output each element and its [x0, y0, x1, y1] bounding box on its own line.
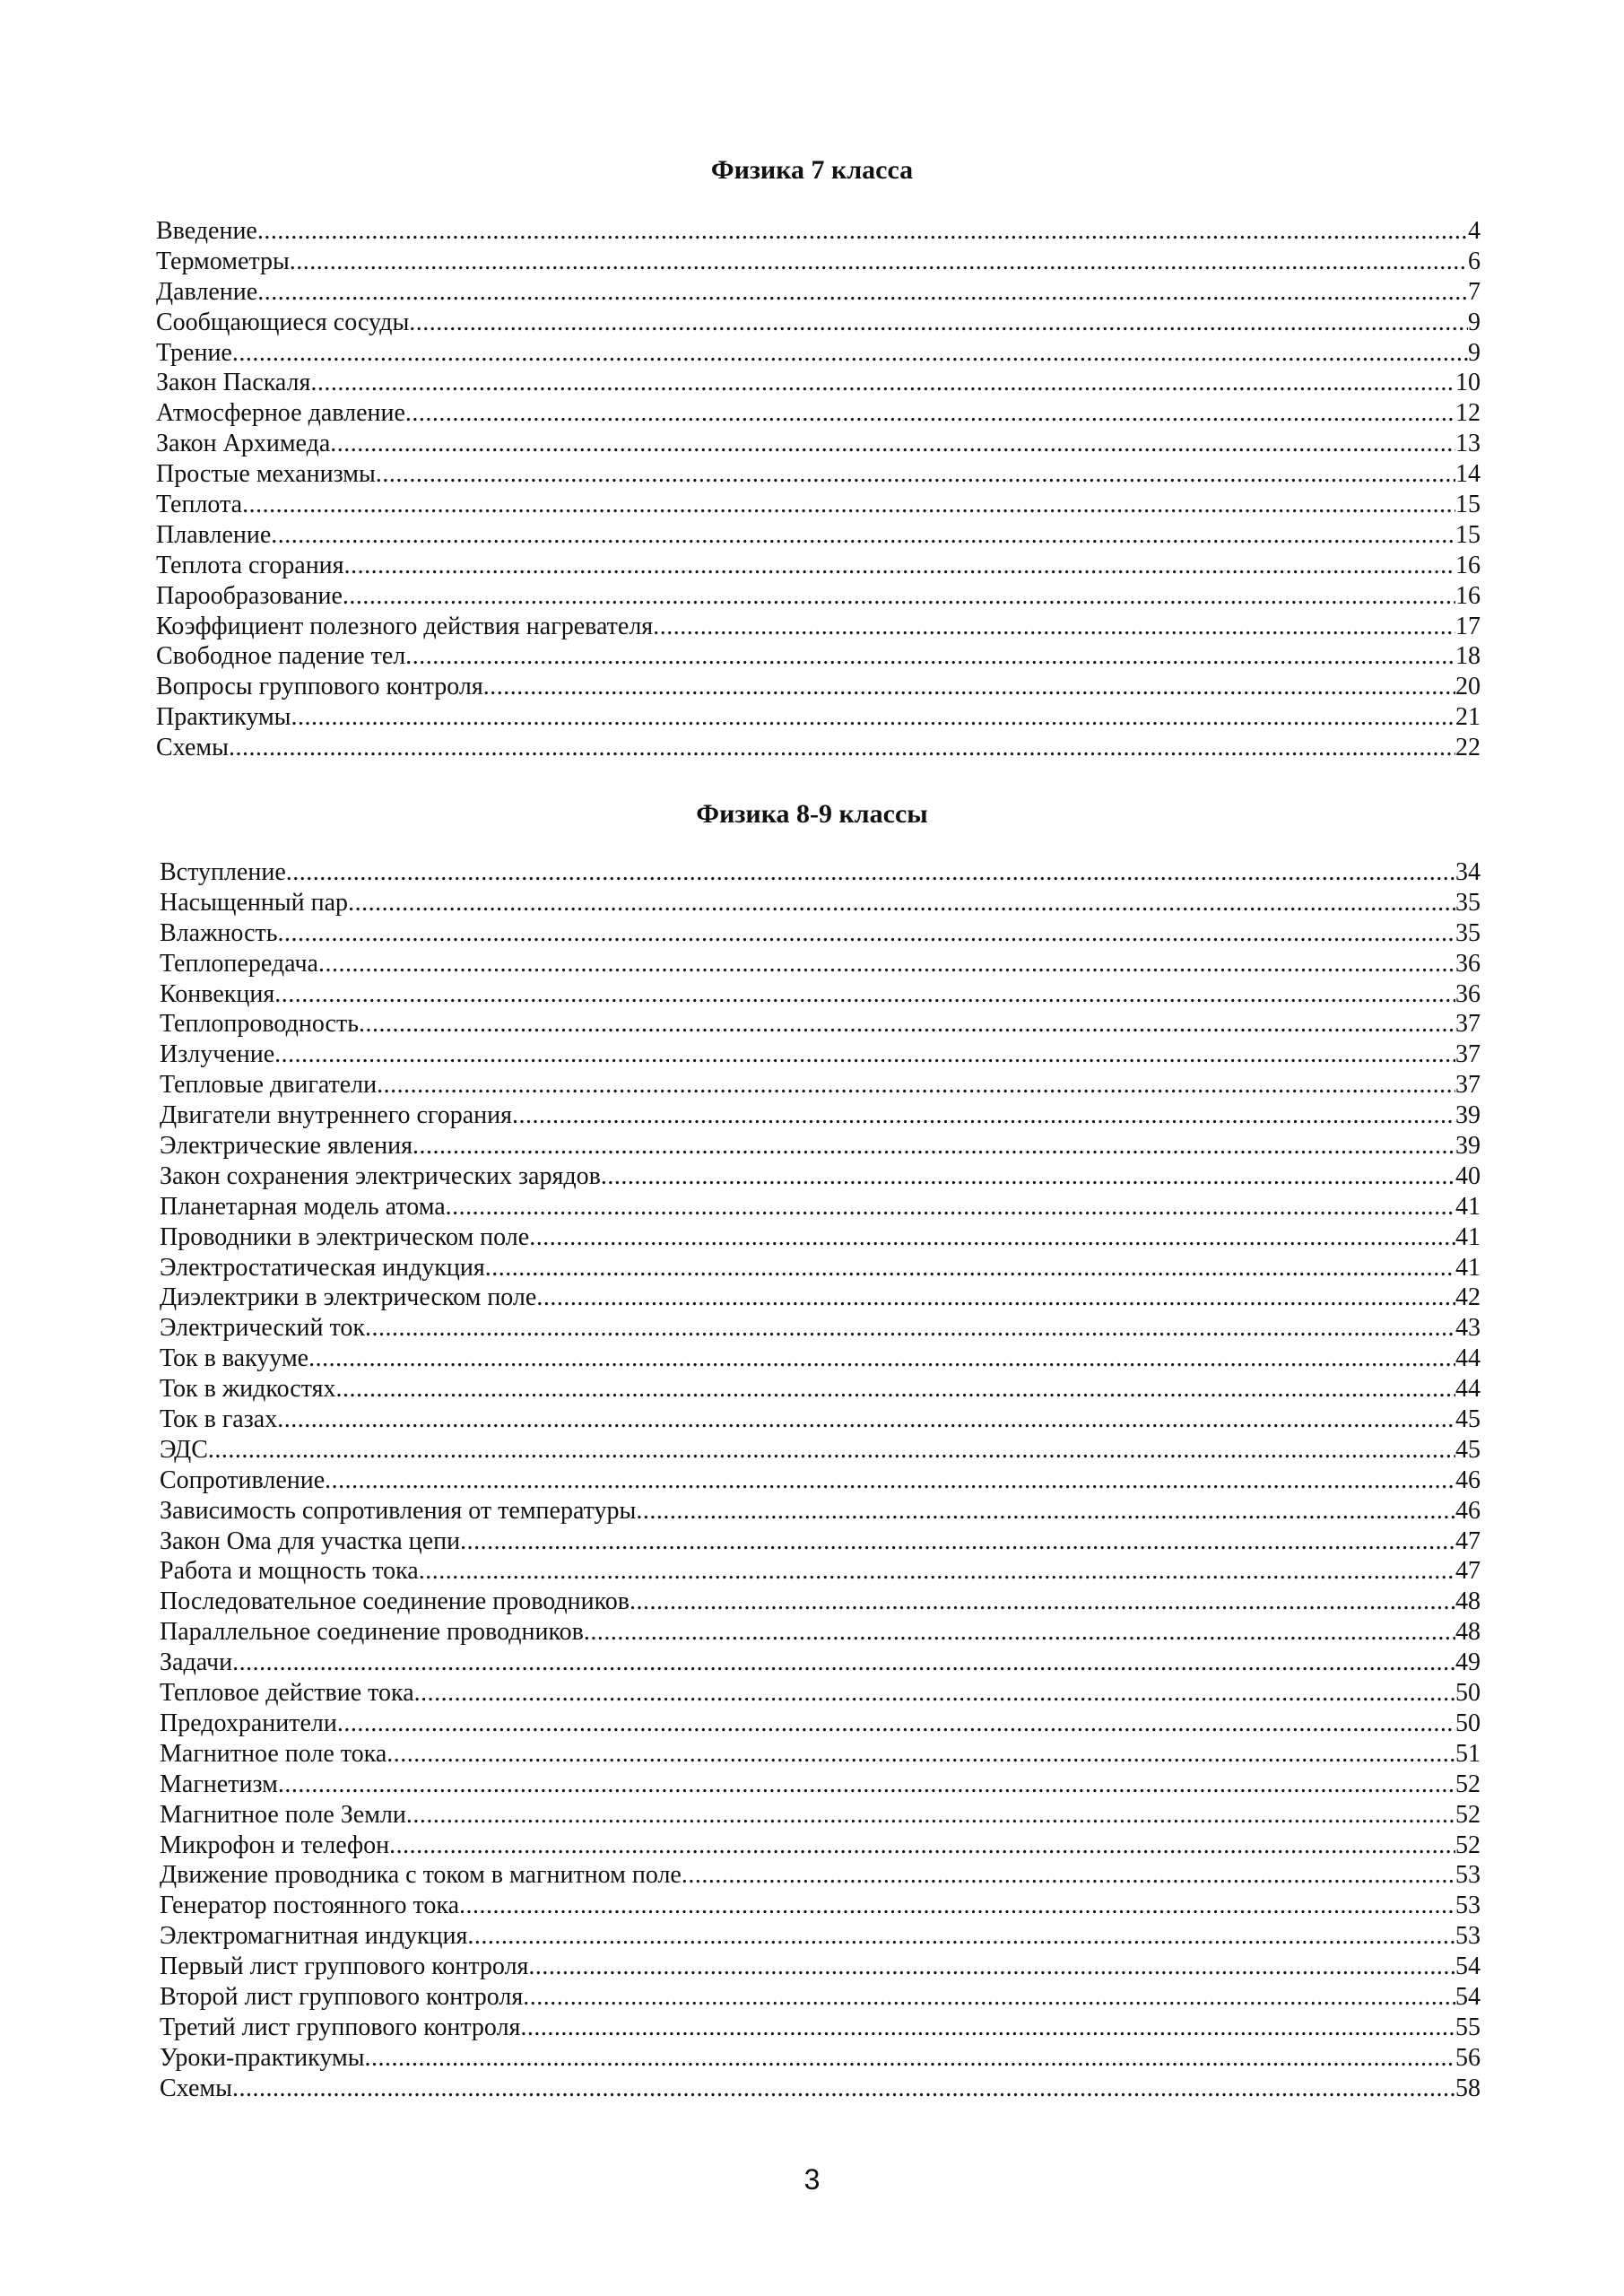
- toc-entry-title: Двигатели внутреннего сгорания: [160, 1101, 512, 1130]
- toc-entry: [160, 1009, 1481, 1039]
- toc-entry-title: Ток в жидкостях: [160, 1375, 336, 1404]
- toc-entry: [160, 1465, 1481, 1496]
- toc-entry: [160, 1496, 1481, 1526]
- toc-entry-title: Теплопроводность: [160, 1010, 359, 1039]
- toc-entry-title: Давление: [156, 277, 258, 306]
- toc-dot-leader: [413, 1131, 1455, 1161]
- toc-dot-leader: [682, 1860, 1455, 1891]
- toc-entry-title: Третий лист группового контроля: [160, 2013, 521, 2041]
- toc-entry-page: 14: [1455, 460, 1481, 489]
- toc-entry-page: 15: [1455, 491, 1481, 519]
- toc-entry-page: 15: [1455, 520, 1481, 549]
- toc-entry: [160, 1831, 1481, 1861]
- toc-dot-leader: [291, 702, 1455, 733]
- section-heading-grade-7: Физика 7 класса: [710, 155, 914, 185]
- toc-dot-leader: [376, 459, 1455, 490]
- toc-entry-page: 56: [1455, 2043, 1481, 2072]
- toc-entry: [156, 308, 1481, 338]
- toc-entry-page: 39: [1455, 1101, 1481, 1130]
- toc-dot-leader: [405, 641, 1455, 672]
- toc-entry-title: Электрические явления: [160, 1132, 413, 1161]
- toc-entry: [160, 1770, 1481, 1800]
- toc-dot-leader: [406, 1800, 1455, 1831]
- toc-entry: [156, 490, 1481, 520]
- toc-entry-title: Теплопередача: [160, 949, 318, 978]
- toc-dot-leader: [337, 1709, 1455, 1739]
- toc-entry-page: 49: [1455, 1648, 1481, 1677]
- toc-entry-page: 16: [1455, 551, 1481, 579]
- toc-entry: [160, 1374, 1481, 1405]
- toc-entry: [160, 1617, 1481, 1648]
- toc-dot-leader: [405, 398, 1455, 429]
- toc-entry-page: 55: [1455, 2013, 1481, 2041]
- toc-entry-title: Парообразование: [156, 581, 343, 610]
- toc-entry-title: Излучение: [160, 1040, 275, 1069]
- toc-entry-title: Простые механизмы: [156, 460, 376, 489]
- toc-dot-leader: [277, 1405, 1455, 1435]
- toc-entry-page: 52: [1455, 1770, 1481, 1798]
- toc-entry-title: Параллельное соединение проводников: [160, 1618, 584, 1647]
- toc-entry: [160, 1709, 1481, 1739]
- toc-dot-leader: [232, 1648, 1455, 1678]
- toc-entry-title: Магнитное поле тока: [160, 1739, 387, 1768]
- toc-entry-title: Коэффициент полезного действия нагревателя: [156, 612, 654, 640]
- toc-dot-leader: [536, 1283, 1455, 1313]
- toc-entry-title: Свободное падение тел: [156, 642, 406, 671]
- toc-dot-leader: [512, 1100, 1455, 1131]
- toc-entry-title: Теплота: [156, 491, 243, 519]
- toc-entry: [156, 520, 1481, 551]
- toc-entry: [160, 1739, 1481, 1770]
- toc-entry-page: 9: [1468, 308, 1481, 336]
- toc-entry-title: Магнитное поле Земли: [160, 1800, 406, 1829]
- toc-dot-leader: [520, 2013, 1455, 2043]
- toc-dot-leader: [343, 581, 1455, 612]
- toc-entry-page: 58: [1455, 2074, 1481, 2102]
- toc-entry: [156, 277, 1481, 308]
- toc-entry: [160, 888, 1481, 918]
- toc-dot-leader: [446, 1192, 1455, 1222]
- toc-dot-leader: [467, 1921, 1455, 1952]
- toc-entry: [160, 1921, 1481, 1952]
- toc-entry-page: 18: [1455, 642, 1481, 671]
- toc-entry-title: Диэлектрики в электрическом поле: [160, 1283, 537, 1312]
- toc-entry: [156, 641, 1481, 672]
- toc-entry: [156, 216, 1481, 247]
- toc-entry-title: Термометры: [156, 247, 290, 275]
- toc-dot-leader: [365, 2043, 1455, 2074]
- toc-entry-page: 12: [1455, 399, 1481, 428]
- toc-entry: [160, 949, 1481, 979]
- toc-entry-page: 10: [1455, 369, 1481, 397]
- toc-dot-leader: [653, 612, 1455, 642]
- toc-dot-leader: [232, 338, 1468, 369]
- toc-entry-page: 52: [1455, 1800, 1481, 1829]
- toc-entry-page: 37: [1455, 1010, 1481, 1039]
- toc-entry-title: Закон Архимеда: [156, 430, 331, 458]
- toc-entry: [156, 733, 1481, 763]
- toc-entry-page: 43: [1455, 1314, 1481, 1343]
- toc-entry-title: Уроки-практикумы: [160, 2043, 365, 2072]
- toc-dot-leader: [386, 1739, 1455, 1770]
- toc-entry: [156, 368, 1481, 398]
- toc-entry-title: Движение проводника с током в магнитном поле: [160, 1861, 682, 1890]
- toc-entry-page: 42: [1455, 1283, 1481, 1312]
- toc-entry: [160, 2043, 1481, 2074]
- toc-entry: [160, 857, 1481, 888]
- toc-entry: [160, 918, 1481, 949]
- toc-dot-leader: [325, 1465, 1455, 1496]
- toc-dot-leader: [389, 1831, 1455, 1861]
- toc-entry-page: 44: [1455, 1375, 1481, 1404]
- toc-entry-title: Закон Паскаля: [156, 369, 311, 397]
- toc-dot-leader: [630, 1587, 1455, 1617]
- toc-entry-title: Атмосферное давление: [156, 399, 405, 428]
- toc-entry-title: Сопротивление: [160, 1465, 326, 1494]
- toc-entry-title: Магнетизм: [160, 1770, 278, 1798]
- toc-entry-title: Практикумы: [156, 703, 291, 732]
- toc-entry: [160, 1344, 1481, 1374]
- toc-dot-leader: [348, 888, 1455, 918]
- toc-entry-page: 41: [1455, 1192, 1481, 1221]
- table-of-contents-grade-7: [156, 216, 1481, 763]
- toc-entry: [156, 581, 1481, 612]
- toc-entry: [156, 702, 1481, 733]
- toc-entry-title: Вступление: [160, 858, 286, 886]
- toc-dot-leader: [308, 1344, 1455, 1374]
- toc-entry: [160, 1648, 1481, 1678]
- toc-entry: [156, 459, 1481, 490]
- toc-entry-title: Электростатическая индукция: [160, 1253, 485, 1282]
- toc-entry-title: Планетарная модель атома: [160, 1192, 446, 1221]
- toc-entry-title: Вопросы группового контроля: [156, 673, 483, 701]
- toc-entry-page: 45: [1455, 1405, 1481, 1434]
- toc-dot-leader: [278, 918, 1455, 949]
- toc-dot-leader: [459, 1891, 1455, 1921]
- toc-entry-page: 35: [1455, 918, 1481, 947]
- toc-entry: [160, 1526, 1481, 1557]
- toc-entry-title: Схемы: [156, 734, 229, 762]
- toc-dot-leader: [528, 1952, 1455, 1982]
- toc-entry: [160, 2074, 1481, 2104]
- toc-dot-leader: [310, 368, 1455, 398]
- toc-entry: [160, 1283, 1481, 1313]
- toc-entry-title: Генератор постоянного тока: [160, 1892, 460, 1920]
- toc-entry: [160, 1253, 1481, 1283]
- toc-entry-page: 16: [1455, 581, 1481, 610]
- toc-entry-title: Второй лист группового контроля: [160, 1982, 524, 2011]
- toc-entry: [160, 1435, 1481, 1465]
- toc-entry: [156, 672, 1481, 702]
- toc-dot-leader: [271, 520, 1455, 551]
- toc-dot-leader: [523, 1982, 1455, 2013]
- section-heading-grade-8-9: Физика 8-9 классы: [696, 799, 928, 829]
- toc-entry-title: Задачи: [160, 1648, 233, 1677]
- toc-entry-page: 53: [1455, 1892, 1481, 1920]
- toc-entry: [156, 398, 1481, 429]
- toc-dot-leader: [485, 1253, 1455, 1283]
- toc-dot-leader: [274, 979, 1455, 1010]
- toc-dot-leader: [242, 490, 1455, 520]
- toc-entry-title: Электромагнитная индукция: [160, 1922, 468, 1951]
- toc-entry-page: 51: [1455, 1739, 1481, 1768]
- toc-entry: [160, 1070, 1481, 1100]
- toc-dot-leader: [318, 949, 1455, 979]
- toc-dot-leader: [636, 1496, 1455, 1526]
- toc-entry-title: Микрофон и телефон: [160, 1831, 390, 1859]
- toc-entry-page: 45: [1455, 1435, 1481, 1464]
- toc-entry-page: 44: [1455, 1344, 1481, 1373]
- toc-entry-title: Тепловое действие тока: [160, 1679, 414, 1708]
- toc-entry: [160, 1161, 1481, 1192]
- toc-entry-title: Электрический ток: [160, 1314, 365, 1343]
- toc-dot-leader: [257, 277, 1468, 308]
- toc-entry-page: 39: [1455, 1132, 1481, 1161]
- toc-dot-leader: [286, 857, 1455, 888]
- toc-dot-leader: [409, 308, 1468, 338]
- page-number: 3: [803, 2163, 821, 2196]
- toc-entry-page: 41: [1455, 1253, 1481, 1282]
- toc-entry-page: 20: [1455, 673, 1481, 701]
- toc-entry-title: Предохранители: [160, 1709, 337, 1737]
- toc-entry-title: Тепловые двигатели: [160, 1071, 378, 1100]
- toc-entry-title: Последовательное соединение проводников: [160, 1587, 630, 1616]
- toc-entry: [160, 1891, 1481, 1921]
- toc-dot-leader: [208, 1435, 1455, 1465]
- toc-dot-leader: [377, 1070, 1455, 1100]
- toc-entry-page: 35: [1455, 888, 1481, 917]
- toc-dot-leader: [344, 551, 1455, 581]
- toc-entry-title: Схемы: [160, 2074, 232, 2102]
- toc-entry: [156, 247, 1481, 277]
- toc-entry-title: Введение: [156, 217, 257, 245]
- toc-dot-leader: [278, 1770, 1455, 1800]
- toc-entry-page: 46: [1455, 1496, 1481, 1525]
- toc-entry: [160, 1313, 1481, 1344]
- toc-entry-page: 7: [1468, 277, 1481, 306]
- toc-entry-page: 21: [1455, 703, 1481, 732]
- toc-entry: [160, 1039, 1481, 1070]
- toc-entry-page: 47: [1455, 1526, 1481, 1555]
- toc-entry-page: 50: [1455, 1679, 1481, 1708]
- toc-entry: [160, 1192, 1481, 1222]
- toc-entry-page: 50: [1455, 1709, 1481, 1737]
- toc-entry: [160, 2013, 1481, 2043]
- toc-entry-title: Влажность: [160, 918, 278, 947]
- toc-dot-leader: [290, 247, 1468, 277]
- toc-entry: [160, 1222, 1481, 1253]
- toc-dot-leader: [460, 1526, 1455, 1557]
- toc-dot-leader: [330, 429, 1455, 459]
- toc-entry-page: 37: [1455, 1071, 1481, 1100]
- toc-entry-page: 17: [1455, 612, 1481, 640]
- toc-dot-leader: [584, 1617, 1455, 1648]
- toc-entry-page: 46: [1455, 1465, 1481, 1494]
- toc-entry-title: Ток в вакууме: [160, 1344, 309, 1373]
- toc-dot-leader: [274, 1039, 1455, 1070]
- toc-entry-page: 53: [1455, 1861, 1481, 1890]
- toc-entry-title: Трение: [156, 338, 232, 367]
- toc-entry: [156, 612, 1481, 642]
- toc-entry: [156, 338, 1481, 369]
- toc-entry-title: Теплота сгорания: [156, 551, 344, 579]
- toc-entry: [156, 551, 1481, 581]
- toc-dot-leader: [335, 1374, 1455, 1405]
- toc-entry-page: 52: [1455, 1831, 1481, 1859]
- toc-dot-leader: [257, 216, 1468, 247]
- toc-dot-leader: [232, 2074, 1455, 2104]
- toc-dot-leader: [483, 672, 1455, 702]
- toc-dot-leader: [414, 1678, 1455, 1709]
- toc-entry-title: Первый лист группового контроля: [160, 1952, 529, 1981]
- toc-dot-leader: [529, 1222, 1455, 1253]
- toc-dot-leader: [359, 1009, 1455, 1039]
- toc-dot-leader: [601, 1161, 1455, 1192]
- toc-entry: [160, 1131, 1481, 1161]
- toc-entry-page: 37: [1455, 1040, 1481, 1069]
- toc-entry: [160, 1952, 1481, 1982]
- toc-entry: [160, 1405, 1481, 1435]
- toc-entry: [160, 979, 1481, 1010]
- toc-entry-page: 53: [1455, 1922, 1481, 1951]
- toc-entry-page: 36: [1455, 979, 1481, 1008]
- toc-entry-page: 40: [1455, 1161, 1481, 1190]
- toc-entry-page: 34: [1455, 858, 1481, 886]
- toc-entry-title: Насыщенный пар: [160, 888, 349, 917]
- toc-entry-title: Сообщающиеся сосуды: [156, 308, 410, 336]
- toc-entry-title: Закон сохранения электрических зарядов: [160, 1161, 601, 1190]
- toc-entry: [160, 1860, 1481, 1891]
- toc-dot-leader: [229, 733, 1455, 763]
- toc-entry-title: Плавление: [156, 520, 272, 549]
- toc-entry-page: 47: [1455, 1557, 1481, 1586]
- toc-entry: [160, 1800, 1481, 1831]
- toc-entry-title: Конвекция: [160, 979, 275, 1008]
- toc-entry: [160, 1587, 1481, 1617]
- toc-entry-title: Закон Ома для участка цепи: [160, 1526, 461, 1555]
- toc-entry-page: 22: [1455, 734, 1481, 762]
- table-of-contents-grade-8-9: [160, 857, 1481, 2104]
- toc-entry-page: 54: [1455, 1952, 1481, 1981]
- toc-dot-leader: [365, 1313, 1455, 1344]
- toc-entry-page: 48: [1455, 1587, 1481, 1616]
- toc-entry: [160, 1678, 1481, 1709]
- toc-entry-page: 54: [1455, 1982, 1481, 2011]
- toc-entry-title: Ток в газах: [160, 1405, 278, 1434]
- toc-entry-title: Зависимость сопротивления от температуры: [160, 1496, 637, 1525]
- toc-entry-page: 41: [1455, 1222, 1481, 1251]
- toc-entry: [160, 1556, 1481, 1587]
- toc-entry-page: 13: [1455, 430, 1481, 458]
- toc-entry-page: 48: [1455, 1618, 1481, 1647]
- toc-entry-title: Проводники в электрическом поле: [160, 1222, 530, 1251]
- toc-entry-page: 36: [1455, 949, 1481, 978]
- toc-entry-page: 6: [1468, 247, 1481, 275]
- toc-entry-title: Работа и мощность тока: [160, 1557, 419, 1586]
- toc-entry-page: 9: [1468, 338, 1481, 367]
- toc-dot-leader: [419, 1556, 1455, 1587]
- toc-entry-title: ЭДС: [160, 1435, 208, 1464]
- toc-entry-page: 4: [1468, 217, 1481, 245]
- toc-entry: [160, 1100, 1481, 1131]
- toc-entry: [160, 1982, 1481, 2013]
- toc-entry: [156, 429, 1481, 459]
